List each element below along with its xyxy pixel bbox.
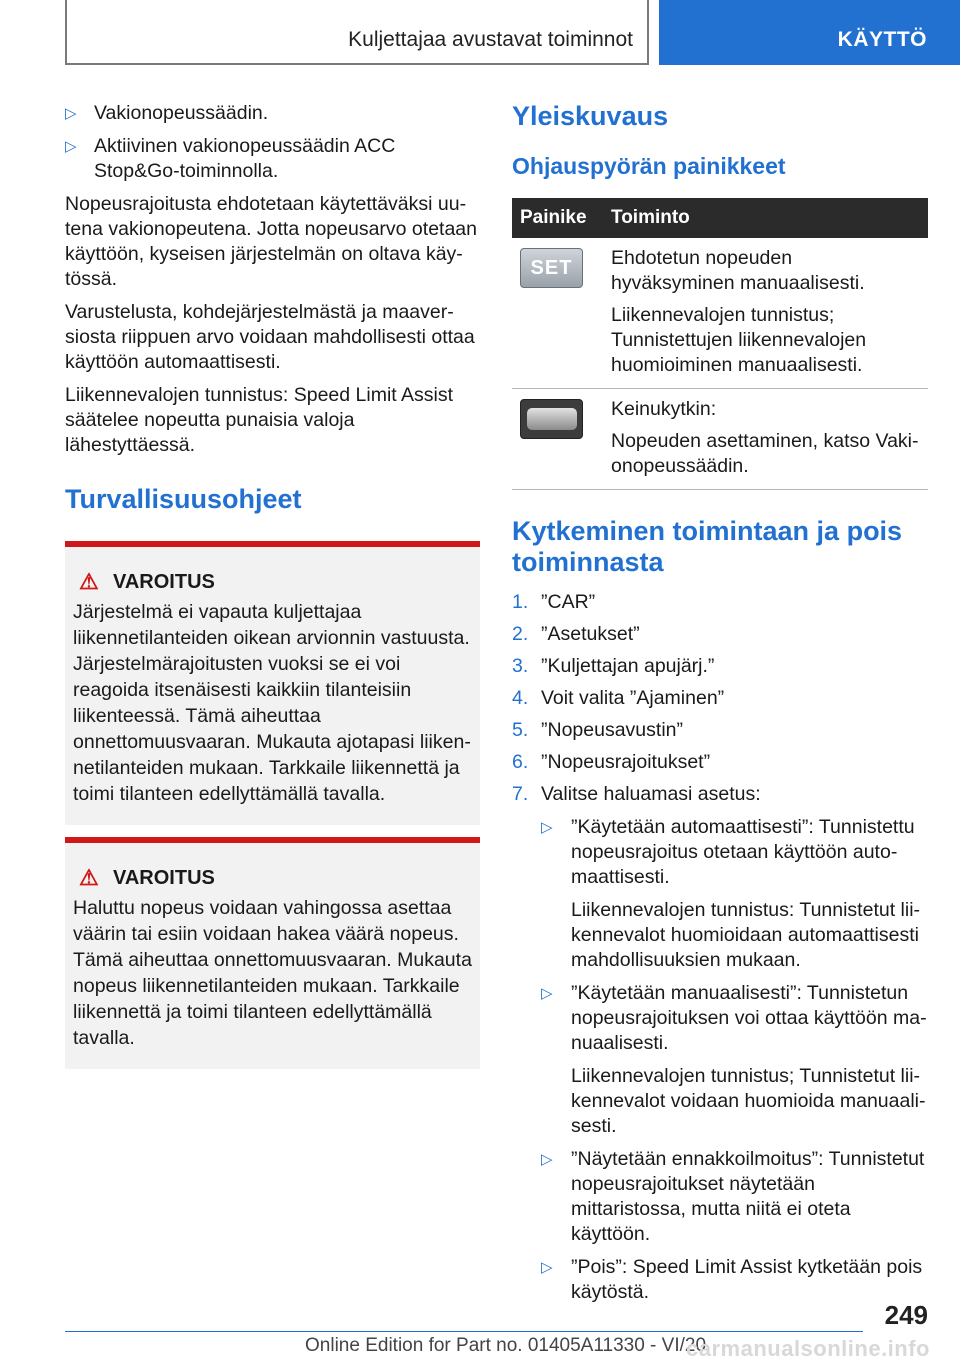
step-number: 1. — [512, 591, 529, 613]
list-item — [512, 718, 928, 743]
step-number: 7. — [512, 783, 529, 805]
warning-title-text: VAROITUS — [113, 571, 215, 593]
option-text: ”Pois”: Speed Limit Assist kytketään pois käytöstä. — [571, 1256, 923, 1303]
bullet-text: Vakionopeussäädin. — [94, 102, 269, 124]
step-text: Voit valita ”Ajaminen” — [541, 687, 725, 709]
list-item — [512, 590, 928, 615]
warning-title — [73, 865, 472, 891]
buttons-table — [512, 198, 928, 490]
function-text: Liikennevalojen tunnistus; Tunnistettujen liikennevalojen huomioiminen manuaalisesti. — [611, 304, 867, 376]
overview-heading: Yleiskuvaus — [512, 101, 669, 131]
options-list — [541, 815, 928, 1305]
warning-box — [65, 837, 480, 1069]
column-header-function: Toiminto — [603, 198, 928, 238]
option-text: ”Näytetään ennakkoilmoitus”: Tunnistetut nopeusrajoitukset näytetään mittaristossa, mutta niitä ei oteta käyttöön. — [571, 1148, 925, 1245]
header-section-title: Kuljettajaa avustavat toiminnot — [348, 28, 633, 51]
step-number: 6. — [512, 751, 529, 773]
step-text: ”Nopeusavustin” — [541, 719, 683, 741]
warning-box — [65, 541, 480, 825]
list-item — [512, 750, 928, 775]
table-cell-icon — [512, 389, 603, 490]
warning-triangle-icon: ⚠ — [79, 865, 99, 890]
left-column — [65, 101, 480, 1069]
bullet-text: Aktiivinen vakionopeussäädin ACC Stop&Go-toiminnolla. — [94, 135, 396, 182]
triangle-bullet-icon: ▷ — [541, 1151, 553, 1168]
triangle-bullet-icon: ▷ — [65, 105, 77, 122]
table-row — [512, 238, 928, 389]
option-text: Liikennevalojen tunnistus: Tunnistetut liikennevalot huomioidaan automaattisesti mahdollisuuksien mukaan. — [571, 899, 921, 971]
triangle-bullet-icon: ▷ — [65, 138, 77, 155]
steps-list — [512, 590, 928, 1305]
paragraph: Nopeusrajoitusta ehdotetaan käytettäväksi uutena vakionopeutena. Jotta nopeusarvo otetaan käyttöön, kyseisen järjestelmän on oltava käytössä. — [65, 193, 477, 290]
header-chapter-title: KÄYTTÖ — [837, 28, 927, 51]
step-number: 5. — [512, 719, 529, 741]
option-item — [541, 981, 928, 1139]
warning-text: Haluttu nopeus voidaan vahingossa asettaa väärin tai esiin voidaan hakea väärä nopeus. Tämä aiheuttaa onnettomuusvaaran. Mukauta nopeus liikennetilanteiden mukaan. Tarkkaile liikennettä ja toimi tilanteen edellyttämällä tavalla. — [73, 897, 472, 1049]
step-number: 4. — [512, 687, 529, 709]
warning-text: Järjestelmä ei vapauta kuljettajaa liikennetilanteiden oikean arvionnin vastuusta. Järjestelmärajoitusten vuoksi se ei voi reagoida itsenäisesti kaikkiin tilanteisiin liikenteessä. Tämä aiheuttaa onnettomuusvaaran. Mukauta ajotapasi liikennetilanteiden mukaan. Tarkkaile liikennettä ja toimi tilanteen edellyttämällä tavalla. — [73, 601, 471, 805]
warning-triangle-icon: ⚠ — [79, 569, 99, 594]
bullet-item — [65, 134, 480, 184]
set-button-icon: SET — [520, 248, 583, 288]
function-text: Keinukytkin: — [611, 398, 717, 420]
triangle-bullet-icon: ▷ — [541, 819, 553, 836]
table-cell-function — [603, 238, 928, 389]
triangle-bullet-icon: ▷ — [541, 1259, 553, 1276]
option-item — [541, 1147, 928, 1247]
option-item — [541, 815, 928, 973]
step-text: ”Nopeusrajoitukset” — [541, 751, 711, 773]
header-chapter-tab — [659, 0, 960, 65]
footer-edition: Online Edition for Part no. 01405A11330 - VI/20 — [305, 1335, 707, 1356]
safety-heading: Turvallisuusohjeet — [65, 484, 302, 514]
step-number: 3. — [512, 655, 529, 677]
page-number: 249 — [884, 1300, 928, 1330]
footer-divider — [65, 1331, 863, 1332]
option-text: ”Käytetään manuaalisesti”: Tunnistetun nopeusrajoituksen voi ottaa käyttöön manuaalisesti. — [571, 982, 927, 1054]
option-text: Liikennevalojen tunnistus; Tunnistetut liikennevalot voidaan huomioida manuaalisesti. — [571, 1065, 926, 1137]
right-column — [512, 101, 928, 1313]
rocker-switch-icon — [520, 399, 583, 439]
step-text: ”CAR” — [541, 591, 596, 613]
column-header-button: Painike — [512, 198, 603, 238]
footer-watermark: carmanualsonline.info — [686, 1336, 930, 1361]
function-text: Nopeuden asettaminen, katso Vakionopeussäädin. — [611, 430, 919, 477]
step-text: ”Asetukset” — [541, 623, 640, 645]
warning-title — [73, 569, 472, 595]
list-item — [512, 782, 928, 1305]
table-cell-icon — [512, 238, 603, 389]
warning-title-text: VAROITUS — [113, 867, 215, 889]
steering-buttons-heading: Ohjauspyörän painikkeet — [512, 153, 786, 179]
list-item — [512, 654, 928, 679]
list-item — [512, 622, 928, 647]
option-item — [541, 1255, 928, 1305]
onoff-heading: Kytkeminen toimintaan ja pois toiminnasta — [512, 516, 903, 577]
header-section-box — [65, 0, 649, 65]
table-row — [512, 389, 928, 490]
bullet-item — [65, 101, 480, 126]
function-text: Ehdotetun nopeuden hyväksyminen manuaalisesti. — [611, 247, 865, 294]
table-header-row — [512, 198, 928, 238]
step-number: 2. — [512, 623, 529, 645]
paragraph: Liikennevalojen tunnistus: Speed Limit Assist säätelee nopeutta punaisia valoja lähestyttäessä. — [65, 384, 454, 456]
step-text: Valitse haluamasi asetus: — [541, 783, 761, 805]
triangle-bullet-icon: ▷ — [541, 985, 553, 1002]
paragraph: Varustelusta, kohdejärjestelmästä ja maaversiosta riippuen arvo voidaan mahdollisesti ottaa käyttöön automaattisesti. — [65, 301, 475, 373]
table-cell-function — [603, 389, 928, 490]
step-text: ”Kuljettajan apujärj.” — [541, 655, 715, 677]
option-text: ”Käytetään automaattisesti”: Tunnistettu nopeusrajoitus otetaan käyttöön automaattisesti. — [571, 816, 915, 888]
list-item — [512, 686, 928, 711]
